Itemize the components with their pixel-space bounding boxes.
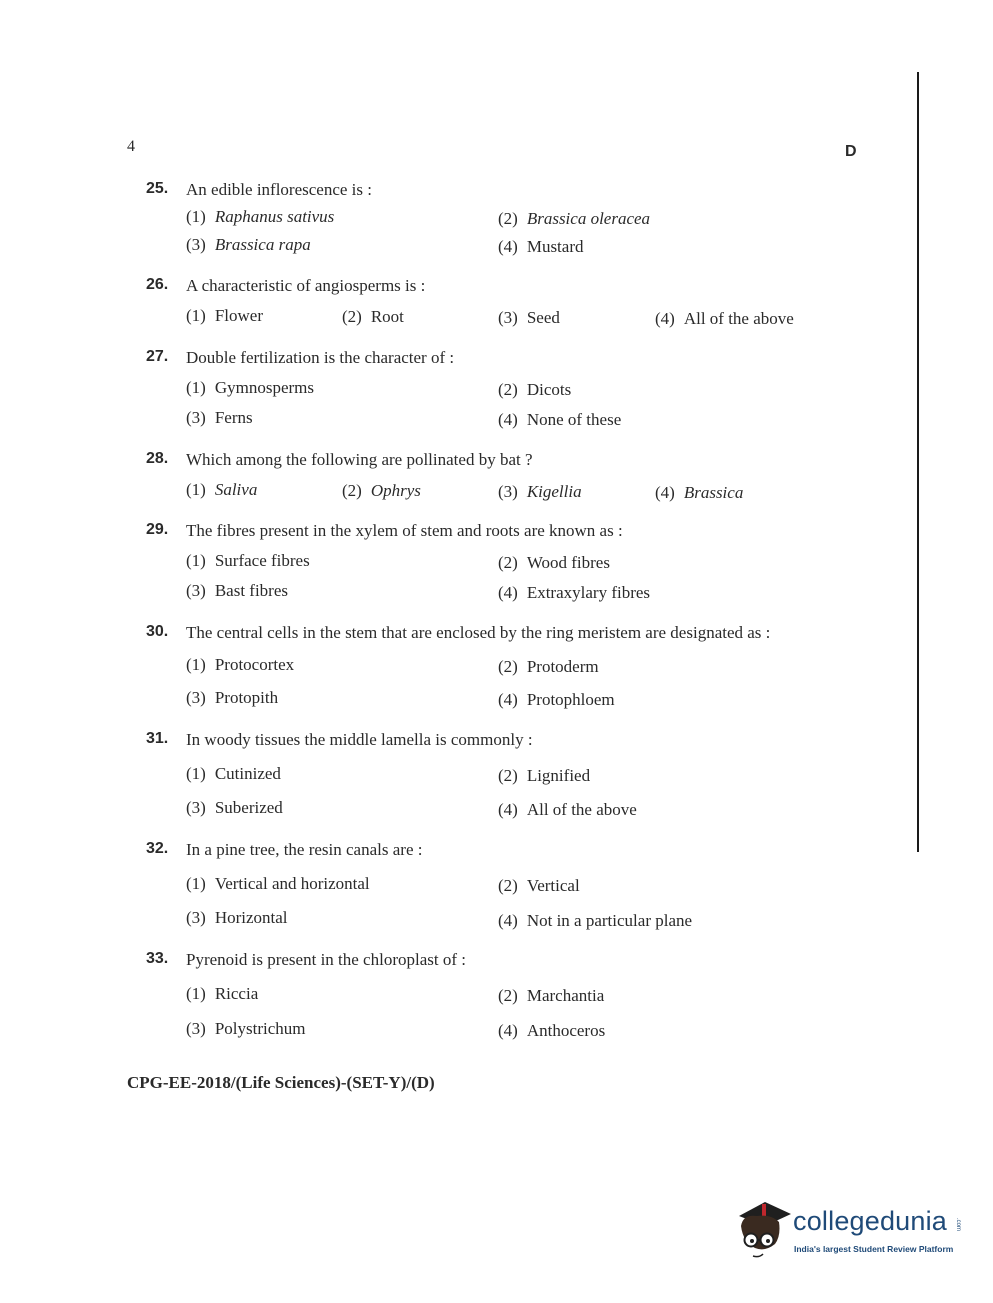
option-2: (2) Marchantia [498,986,605,1005]
logo-tagline: India's largest Student Review Platform [794,1244,954,1254]
logo-domain-suffix: .com [955,1218,961,1232]
question-number: 27. [146,348,169,365]
option-2: (2) Wood fibres [498,553,610,572]
paper-code-footer: CPG-EE-2018/(Life Sciences)-(SET-Y)/(D) [127,1073,435,1092]
collegedunia-logo[interactable] [733,1196,963,1266]
option-4: (4) None of these [498,410,622,429]
option-2: (2) Protoderm [498,657,599,676]
option-1: (1) Vertical and horizontal [186,874,370,893]
question-text: In a pine tree, the resin canals are : [186,840,423,859]
set-code: D [845,143,857,160]
option-1: (1) Cutinized [186,764,281,783]
question-number: 30. [146,623,169,640]
option-3: (3) Brassica rapa [186,235,311,254]
question-number: 33. [146,950,169,967]
question-number: 31. [146,730,169,747]
option-1: (1) Surface fibres [186,551,310,570]
option-3: (3) Suberized [186,798,283,817]
option-3: (3) Seed [498,308,560,327]
option-1: (1) Riccia [186,984,259,1003]
option-4: (4) Not in a particular plane [498,911,693,930]
right-margin-rule [917,72,919,852]
option-3: (3) Bast fibres [186,581,289,600]
question-text: Pyrenoid is present in the chloroplast of : [186,950,466,969]
mascot-icon [735,1196,793,1258]
question-text: Which among the following are pollinated by bat ? [186,450,533,469]
option-3: (3) Polystrichum [186,1019,306,1038]
option-2: (2) Vertical [498,876,580,895]
option-3: (3) Kigellia [498,482,582,501]
option-1: (1) Saliva [186,480,258,499]
question-number: 29. [146,521,169,538]
option-1: (1) Flower [186,306,263,325]
page-number: 4 [127,138,135,155]
option-2: (2) Lignified [498,766,591,785]
option-3: (3) Horizontal [186,908,288,927]
option-4: (4) All of the above [655,309,794,328]
option-4: (4) Protophloem [498,690,615,709]
option-3: (3) Protopith [186,688,279,707]
option-4: (4) Anthoceros [498,1021,606,1040]
question-number: 28. [146,450,169,467]
option-1: (1) Gymnosperms [186,378,314,397]
question-text: The fibres present in the xylem of stem and roots are known as : [186,521,623,540]
option-2: (2) Dicots [498,380,572,399]
question-number: 26. [146,276,169,293]
question-text: An edible inflorescence is : [186,180,372,199]
option-2: (2) Root [342,307,404,326]
option-4: (4) Brassica [655,483,744,502]
option-1: (1) Raphanus sativus [186,207,335,226]
question-text: Double fertilization is the character of : [186,348,455,367]
option-4: (4) Mustard [498,237,584,256]
option-2: (2) Brassica oleracea [498,209,651,228]
question-number: 25. [146,180,169,197]
option-2: (2) Ophrys [342,481,421,500]
option-1: (1) Protocortex [186,655,295,674]
question-text: The central cells in the stem that are enclosed by the ring meristem are designated as : [186,623,771,642]
question-text: In woody tissues the middle lamella is commonly : [186,730,533,749]
logo-wordmark: collegedunia [793,1206,948,1236]
option-3: (3) Ferns [186,408,253,427]
option-4: (4) All of the above [498,800,637,819]
option-4: (4) Extraxylary fibres [498,583,651,602]
question-text: A characteristic of angiosperms is : [186,276,426,295]
question-number: 32. [146,840,169,857]
